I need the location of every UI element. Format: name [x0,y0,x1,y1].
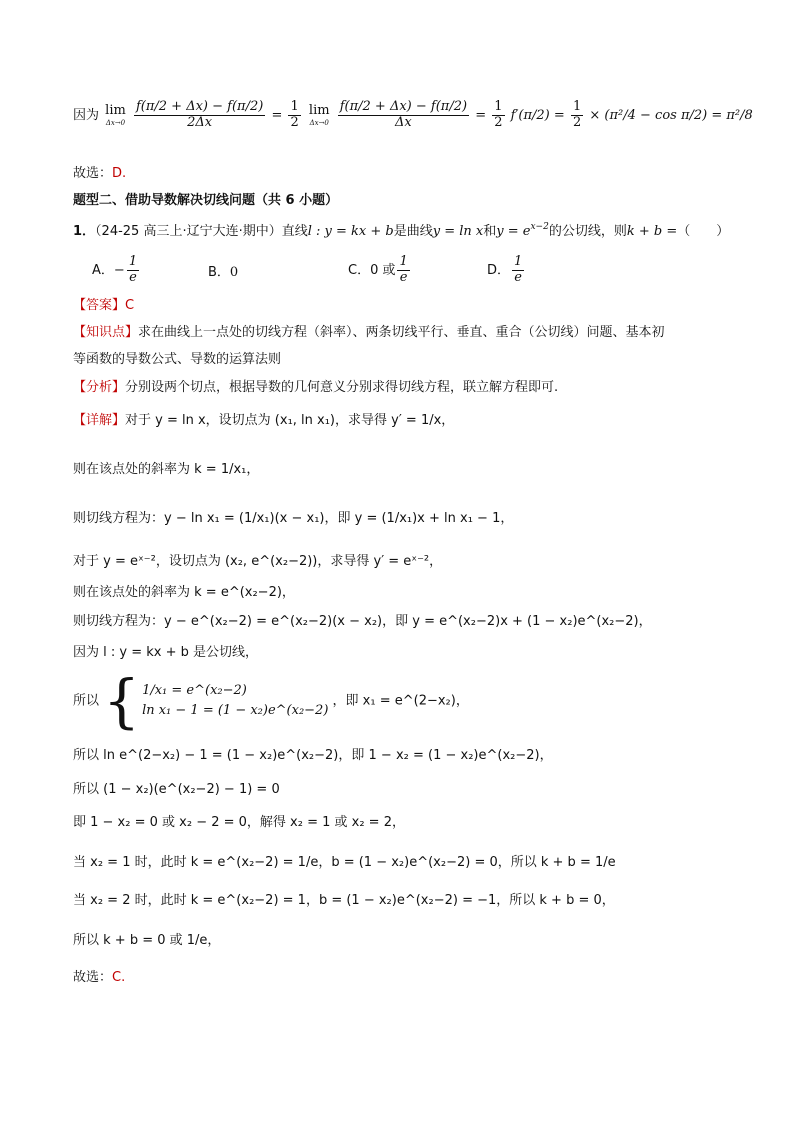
analysis: 【分析】分别设两个切点，根据导数的几何意义分别求得切线方程，联立解方程即可. [73,380,559,395]
detail-line-1: 【详解】对于 y = ln x，设切点为 (x₁, ln x₁)，求导得 y′ = 1/x， [73,413,455,428]
detail-line-2: 则在该点处的斜率为 k = 1/x₁， [73,462,260,477]
half-fraction: $\frac{1}{2}$ [290,99,299,130]
curve-exp: $y = e^{x-2}$ [496,222,549,239]
final-answer: 故选：C. [73,970,126,985]
limit-equation: 因为 lim Δx→0 $\frac{f(\pi/2 + \Delta x) - f(\pi/2)}{2\Delta x}$ = $\frac{1}{2}$ lim Δx→0 $\frac{f(\pi/2 + \Delta x) - f(\pi/2)}{\Delta x}$ = $\frac{1}{2}$ f′(π/2) = $\frac{1}{2}$ × (π²/4 − cos π/2) = π²/8 [73,99,753,130]
system-row-1: 1/x₁ = e^(x₂−2) [142,682,247,698]
detail-line-11: 即 1 − x₂ = 0 或 x₂ − 2 = 0，解得 x₂ = 1 或 x₂ = 2， [73,815,405,830]
detail-line-13: 当 x₂ = 2 时，此时 k = e^(x₂−2) = 1，b = (1 − x₂)e^(x₂−2) = −1，所以 k + b = 0， [73,893,615,908]
detail-line-4: 对于 y = eˣ⁻²，设切点为 (x₂, e^(x₂−2))，求导得 y′ = eˣ⁻²， [73,554,443,569]
result-expression: × (π²/4 − cos π/2) = π²/8 [589,107,753,123]
detail-line-12: 当 x₂ = 1 时，此时 k = e^(x₂−2) = 1/e，b = (1 − x₂)e^(x₂−2) = 0，所以 k + b = 1/e [73,855,616,870]
section-heading: 题型二、借助导数解决切线问题（共 6 小题） [73,193,339,208]
difference-quotient-2: $\frac{f(\pi/2 + \Delta x) - f(\pi/2)}{\Delta x}$ [339,99,468,130]
final-answer-value: C. [112,970,126,985]
system-row-2: ln x₁ − 1 = (1 − x₂)e^(x₂−2) [142,703,329,718]
detail-label: 【详解】 [73,413,126,428]
half-fraction-3: $\frac{1}{2}$ [572,99,582,130]
option-a[interactable]: A．− $\frac{1}{e}$ [92,254,138,285]
target-expression: k + b = [626,224,678,239]
equation-system: 所以 { 1/x₁ = e^(x₂−2) ln x₁ − 1 = (1 − x₂)e^(x₂−2) ，即 x₁ = e^(2−x₂)， [73,667,469,735]
system-brace: { 1/x₁ = e^(x₂−2) ln x₁ − 1 = (1 − x₂)e^(x₂−2) [103,667,329,735]
previous-answer-value: D. [112,166,127,181]
answer-blank: （ ） [677,224,730,239]
option-b[interactable]: B．0 [208,265,239,280]
answer-value: C [125,298,135,313]
line-equation: l : y = kx + b [307,224,394,239]
limit-operator-2: lim Δx→0 [308,102,330,128]
knowledge-points-cont: 等函数的导数公式、导数的运算法则 [73,352,282,367]
derivative-value: f′(π/2) [510,107,550,123]
analysis-label: 【分析】 [73,380,126,395]
knowledge-points: 【知识点】求在曲线上一点处的切线方程（斜率）、两条切线平行、垂直、重合（公切线）问题、基本初 [73,325,665,340]
detail-line-14: 所以 k + b = 0 或 1/e， [73,933,221,948]
detail-line-7: 因为 l : y = kx + b 是公切线， [73,645,259,660]
because-text: 因为 [73,107,100,123]
detail-line-10: 所以 (1 − x₂)(e^(x₂−2) − 1) = 0 [73,782,280,797]
knowledge-label: 【知识点】 [73,325,139,340]
question-source: （24-25 高三上·辽宁大连·期中） [95,224,282,239]
detail-line-3: 则切线方程为：y − ln x₁ = (1/x₁)(x − x₁)，即 y = (1/x₁)x + ln x₁ − 1， [73,511,514,526]
detail-line-6: 则切线方程为：y − e^(x₂−2) = e^(x₂−2)(x − x₂)，即 y = e^(x₂−2)x + (1 − x₂)e^(x₂−2)， [73,614,652,629]
half-fraction-2: $\frac{1}{2}$ [494,99,503,130]
limit-operator: lim Δx→0 [105,102,126,128]
difference-quotient: $\frac{f(\pi/2 + \Delta x) - f(\pi/2)}{2\Delta x}$ [135,99,264,130]
previous-answer: 故选：D. [73,166,127,181]
detail-line-9: 所以 ln e^(2−x₂) − 1 = (1 − x₂)e^(x₂−2)，即 1 − x₂ = (1 − x₂)e^(x₂−2)， [73,748,553,763]
answer-line [73,298,134,314]
curve-ln: y = ln x [432,224,484,239]
option-c[interactable]: C．0 或 $\frac{1}{e}$ [348,254,408,285]
question-1: 1．（24-25 高三上·辽宁大连·期中）直线l : y = kx + b是曲线y = ln x和$y = e^{x-2}$的公切线，则k + b =（ ） [73,222,730,239]
question-number: 1． [73,224,96,239]
detail-line-5: 则在该点处的斜率为 k = e^(x₂−2)， [73,585,295,600]
answer-label: 【答案】 [73,298,126,313]
option-d[interactable]: D． $\frac{1}{e}$ [487,254,523,285]
